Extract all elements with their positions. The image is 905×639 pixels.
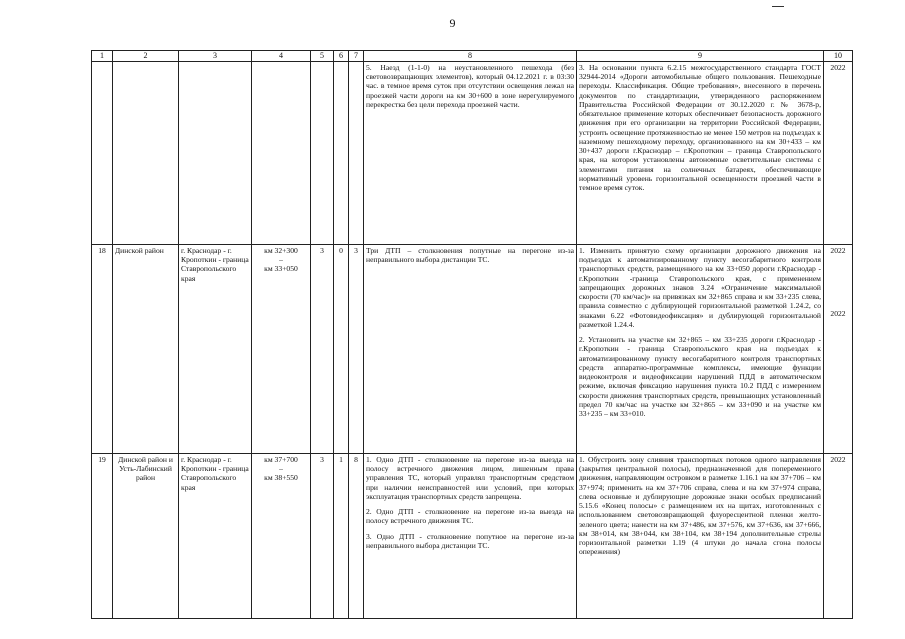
spacer <box>826 255 850 309</box>
count-cell: 8 <box>349 453 364 618</box>
measures-cell <box>577 244 824 453</box>
km-to: км 33+050 <box>264 264 298 274</box>
km-from: км 32+300 <box>264 245 298 255</box>
km-from: км 37+700 <box>264 454 298 464</box>
header-cell: 3 <box>179 51 252 62</box>
road-cell <box>179 61 252 244</box>
km-range-cell <box>252 244 311 453</box>
measures-cell <box>577 61 824 244</box>
row-number: 19 <box>92 453 113 618</box>
district-cell: Динской район и Усть-Лабинский район <box>113 453 179 618</box>
incidents-cell <box>364 244 577 453</box>
header-cell: 6 <box>334 51 349 62</box>
year-value: 2022 <box>830 454 846 464</box>
district-cell: Динской район <box>113 244 179 453</box>
header-cell: 2 <box>113 51 179 62</box>
km-range-cell <box>252 453 311 618</box>
year-cell <box>824 61 853 244</box>
year-cell <box>824 453 853 618</box>
incident-text: 2. Одно ДТП - столкновение на перегоне из-за выезда на полосу встречного движения ТС. <box>366 507 574 526</box>
incidents-cell <box>364 453 577 618</box>
count-cell: 3 <box>349 244 364 453</box>
measure-text: 3. На основании пункта 6.2.15 межгосударственного стандарта ГОСТ 32944-2014 «Дороги автомобильные общего пользования. Пешеходные переходы. Классификация. Общие требования», внесенного в перечень документов по стандартизации, утвержденного распоряжением Правительства Российской Федерации от 30.12.2020 г. № 3678-р, обязательное применение которых обеспечивает безопасность дорожного движения при его организации на территории Российской Федерации, устроить освещение протяженностью не менее 150 метров на подъездах к наземному пешеходному переходу, организованного на км 30+433 – км 30+437 дороги г.Краснодар – г.Кропоткин – граница Ставропольского края, на котором установлены автономные осветительные системы с элементами питания на солнечных батареях, обеспечивающие нормативный уровень горизонтальной освещенности проезжей части в темное время суток. <box>579 62 821 192</box>
row-number: 18 <box>92 244 113 453</box>
row-number <box>92 61 113 244</box>
header-cell: 4 <box>252 51 311 62</box>
road-cell: г. Краснодар - г. Кропоткин - граница Ставропольского края <box>179 453 252 618</box>
road-cell: г. Краснодар - г. Кропоткин - граница Ставропольского края <box>179 244 252 453</box>
year-cell <box>824 244 853 453</box>
header-cell: 7 <box>349 51 364 62</box>
table-row <box>92 453 853 618</box>
count-cell <box>334 61 349 244</box>
measures-table <box>91 50 853 619</box>
incident-text: 1. Одно ДТП - столкновение на перегоне из-за выезда на полосу встречного движения лицом, лишенным права управления ТС, который управлял транспортным средством при наличии неисправностей или условий, при которых эксплуатация транспортных средств запрещена. <box>366 454 574 501</box>
year-value: 2022 <box>830 245 846 255</box>
km-separator: – <box>279 255 283 264</box>
km-to: км 38+550 <box>264 473 298 483</box>
header-row <box>92 51 853 62</box>
count-cell: 3 <box>311 244 334 453</box>
measure-text: 2. Установить на участке км 32+865 – км 33+235 дороги г.Краснодар - г.Кропоткин - граница Ставропольского края на подъездах к автоматизированному пункту весогабаритного контроля транспортных средств аппаратно-программные комплексы, имеющие функции видеоконтроля и видеофиксации нарушений ПДД в автоматическом режиме, включая фиксацию нарушения пункта 10.2 ПДД с измерением скорости движения транспортных средств, превышающих установленный предел 70 км/час на участке км 32+865 – км 33+090 и на участке км 33+235 – км 33+010. <box>579 335 821 418</box>
header-cell: 9 <box>577 51 824 62</box>
incident-text: 5. Наезд (1-1-0) на неустановленного пешехода (без световозвращающих элементов), который 04.12.2021 г. в 03:30 час. в темное время суток при отсутствии освещения лежал на проезжей части дороги на км 30+600 в зоне нерегулируемого перекрестка без цели перехода проезжей части. <box>366 62 574 109</box>
year-value: 2022 <box>830 62 846 72</box>
table-row <box>92 61 853 244</box>
header-cell: 10 <box>824 51 853 62</box>
measure-text: 1. Изменить принятую схему организации дорожного движения на подъездах к автоматизированному пункту весогабаритного контроля транспортных средств, размещенного на км 33+050 дороги г.Краснодар - г.Кропоткин -граница Ставропольского края, с применением запрещающих дорожных знаков 3.24 «Ограничение максимальной скорости (70 км/час)» на привязках км 32+865 справа и км 33+235 слева, правила совместно с дублирующей горизонтальной разметкой 1.24.2, со знаками 6.22 «Фотовидеофиксация» и дублирующей горизонтальной разметкой 1.24.4. <box>579 245 821 329</box>
measures-cell <box>577 453 824 618</box>
count-cell <box>311 61 334 244</box>
header-cell: 1 <box>92 51 113 62</box>
count-cell <box>349 61 364 244</box>
header-cell: 5 <box>311 51 334 62</box>
measure-text: 1. Обустроить зону слияния транспортных потоков одного направления (закрытия центральной полосы), предназначенной для попеременного движения, направляющим островком в разметке 1.16.1 на км 37+706 – км 37+974; применить на км 37+706 справа, слева и на км 37+974 справа, слева основные и дублирующие дорожные знаки особых предписаний 5.15.6 «Конец полосы» с размещением их на щитах, изготовленных с использованием световозвращающей флуоресцентной пленки желто-зеленого цвета; нанести на км 37+486, км 37+576, км 37+636, км 37+666, км 38+014, км 38+044, км 38+104, км 38+194 дополнительные стрелы горизонтальной разметки 1.19 (4 штуки до начала сгона полосы опережения) <box>579 454 821 557</box>
header-cell: 8 <box>364 51 577 62</box>
count-cell: 1 <box>334 453 349 618</box>
incident-text: Три ДТП – столкновения попутные на перегоне из-за неправильного выбора дистанции ТС. <box>366 245 574 264</box>
count-cell: 0 <box>334 244 349 453</box>
year-value: 2022 <box>830 309 846 318</box>
incident-text: 3. Одно ДТП - столкновение попутное на перегоне из-за неправильного выбора дистанции ТС. <box>366 531 574 550</box>
district-cell <box>113 61 179 244</box>
km-separator: – <box>279 464 283 473</box>
corner-mark <box>772 6 784 7</box>
count-cell: 3 <box>311 453 334 618</box>
incidents-cell <box>364 61 577 244</box>
table-row <box>92 244 853 453</box>
page-number: 9 <box>449 16 456 30</box>
km-range-cell <box>252 61 311 244</box>
